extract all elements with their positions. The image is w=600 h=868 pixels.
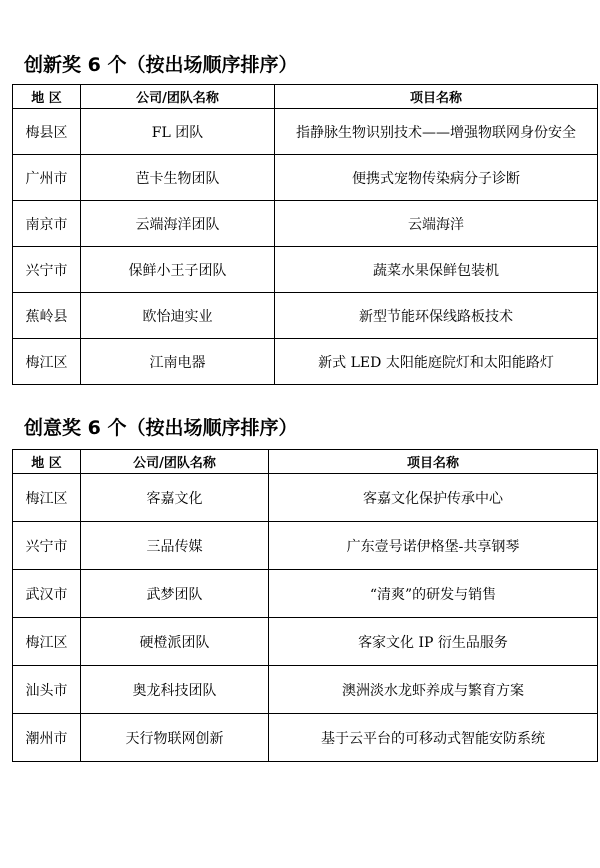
- cell-region: 南京市: [13, 201, 81, 247]
- cell-region: 梅江区: [13, 618, 81, 666]
- cell-company: 硬橙派团队: [81, 618, 269, 666]
- table-header-row: [13, 450, 598, 474]
- table-row: [13, 522, 598, 570]
- cell-region: 梅江区: [13, 474, 81, 522]
- cell-region: 兴宁市: [13, 522, 81, 570]
- cell-project: “清爽”的研发与销售: [269, 570, 598, 618]
- table-row: [13, 714, 598, 762]
- cell-project: 澳洲淡水龙虾养成与繁育方案: [269, 666, 598, 714]
- cell-region: 梅江区: [13, 339, 81, 385]
- cell-region: 广州市: [13, 155, 81, 201]
- cell-company: 天行物联网创新: [81, 714, 269, 762]
- table-row: [13, 666, 598, 714]
- cell-project: 新型节能环保线路板技术: [275, 293, 598, 339]
- cell-company: 三品传媒: [81, 522, 269, 570]
- cell-region: 武汉市: [13, 570, 81, 618]
- innovation-award-title: 创新奖 6 个（按出场顺序排序）: [24, 54, 298, 76]
- table-row: [13, 247, 598, 293]
- cell-project: 蔬菜水果保鲜包装机: [275, 247, 598, 293]
- header-company: 公司/团队名称: [81, 85, 275, 109]
- cell-company: 云端海洋团队: [81, 201, 275, 247]
- cell-project: 指静脉生物识别技术——增强物联网身份安全: [275, 109, 598, 155]
- table-row: [13, 109, 598, 155]
- cell-project: 便携式宠物传染病分子诊断: [275, 155, 598, 201]
- cell-region: 汕头市: [13, 666, 81, 714]
- header-project: 项目名称: [275, 85, 598, 109]
- cell-project: 云端海洋: [275, 201, 598, 247]
- cell-project: 客家文化 IP 衍生品服务: [269, 618, 598, 666]
- cell-company: 芭卡生物团队: [81, 155, 275, 201]
- table-row: [13, 155, 598, 201]
- cell-project: 客嘉文化保护传承中心: [269, 474, 598, 522]
- cell-region: 潮州市: [13, 714, 81, 762]
- cell-company: 保鲜小王子团队: [81, 247, 275, 293]
- cell-region: 蕉岭县: [13, 293, 81, 339]
- innovation-award-table: [12, 84, 598, 385]
- header-company: 公司/团队名称: [81, 450, 269, 474]
- cell-project: 广东壹号诺伊格堡-共享钢琴: [269, 522, 598, 570]
- table-row: [13, 570, 598, 618]
- cell-company: 武梦团队: [81, 570, 269, 618]
- table-row: [13, 618, 598, 666]
- table-row: [13, 474, 598, 522]
- table-row: [13, 201, 598, 247]
- creativity-award-title: 创意奖 6 个（按出场顺序排序）: [24, 417, 298, 439]
- header-project: 项目名称: [269, 450, 598, 474]
- cell-region: 兴宁市: [13, 247, 81, 293]
- cell-company: 江南电器: [81, 339, 275, 385]
- cell-project: 新式 LED 太阳能庭院灯和太阳能路灯: [275, 339, 598, 385]
- cell-project: 基于云平台的可移动式智能安防系统: [269, 714, 598, 762]
- cell-company: 欧怡迪实业: [81, 293, 275, 339]
- creativity-award-table: [12, 449, 598, 762]
- table-header-row: [13, 85, 598, 109]
- cell-company: 客嘉文化: [81, 474, 269, 522]
- table-row: [13, 339, 598, 385]
- cell-company: FL 团队: [81, 109, 275, 155]
- table-row: [13, 293, 598, 339]
- cell-region: 梅县区: [13, 109, 81, 155]
- header-region: 地 区: [13, 85, 81, 109]
- header-region: 地 区: [13, 450, 81, 474]
- cell-company: 奥龙科技团队: [81, 666, 269, 714]
